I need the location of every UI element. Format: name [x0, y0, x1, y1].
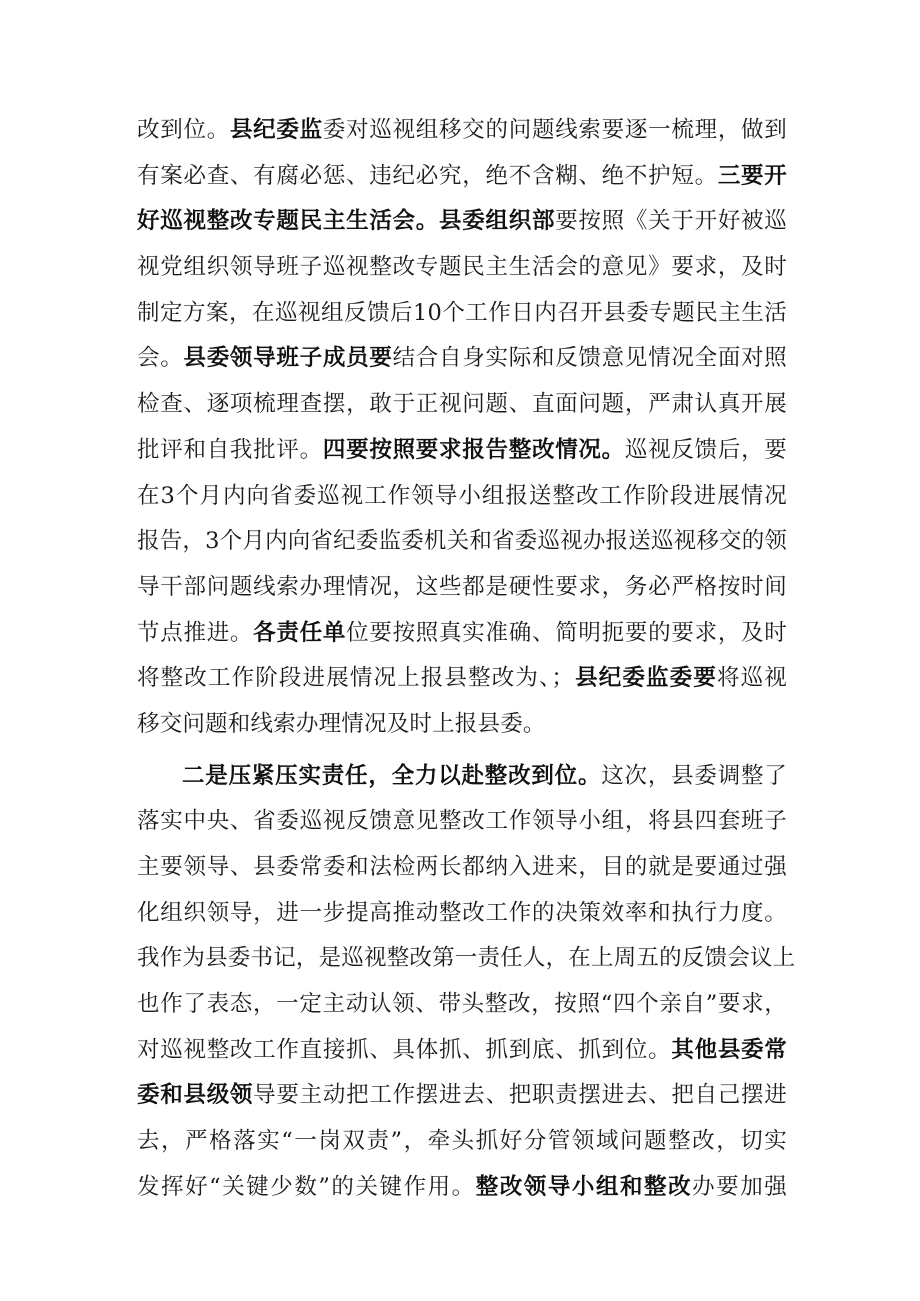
text-line: 移交问题和线索办理情况及时上报县委。 [137, 710, 546, 737]
text-line: 落实中央、省委巡视反馈意见整改工作领导小组，将县四套班子 [137, 808, 787, 835]
text-line: 检查、逐项梳理查摆，敢于正视问题、直面问题，严肃认真开展 [137, 391, 787, 418]
text-line: 节点推进。各责任单位要按照真实准确、简明扼要的要求，及时 [137, 619, 787, 646]
text-line: 我作为县委书记，是巡视整改第一责任人，在上周五的反馈会议上 [137, 945, 796, 972]
text-line: 发挥好“关键少数”的关键作用。整改领导小组和整改办要加强 [137, 1173, 787, 1200]
text-line: 也作了表态，一定主动认领、带头整改，按照“四个亲自”要求， [137, 991, 787, 1018]
text-line: 委和县级领导要主动把工作摆进去、把职责摆进去、把自己摆进 [137, 1082, 787, 1109]
text-line: 将整改工作阶段进展情况上报县整改为、；县纪委监委要将巡视 [137, 665, 787, 692]
text-line: 好巡视整改专题民主生活会。县委组织部要按照《关于开好被巡 [137, 208, 787, 235]
text-line: 有案必查、有腐必惩、违纪必究，绝不含糊、绝不护短。三要开 [137, 162, 787, 189]
text-line: 视党组织领导班子巡视整改专题民主生活会的意见》要求，及时 [137, 254, 787, 281]
text-line: 二是压紧压实责任，全力以赴整改到位。这次，县委调整了 [182, 762, 787, 789]
document-page [137, 108, 796, 1211]
text-line: 报告，3个月内向省纪委监委机关和省委巡视办报送巡视移交的领 [137, 528, 788, 555]
text-line: 导干部问题线索办理情况，这些都是硬性要求，务必严格按时间 [137, 573, 787, 600]
text-line: 会。县委领导班子成员要结合自身实际和反馈意见情况全面对照 [137, 345, 787, 372]
text-line: 在3个月内向省委巡视工作领导小组报送整改工作阶段进展情况 [137, 482, 787, 509]
text-line: 去，严格落实“一岗双责”，牵头抓好分管领域问题整改，切实 [137, 1128, 787, 1155]
text-line: 改到位。县纪委监委对巡视组移交的问题线索要逐一梳理，做到 [137, 117, 787, 143]
text-line: 对巡视整改工作直接抓、具体抓、抓到底、抓到位。其他县委常 [137, 1036, 787, 1063]
text-line: 主要领导、县委常委和法检两长都纳入进来，目的就是要通过强 [137, 854, 787, 880]
text-line: 批评和自我批评。四要按照要求报告整改情况。巡视反馈后，要 [137, 436, 788, 463]
text-line: 制定方案，在巡视组反馈后10个工作日内召开县委专题民主生活 [137, 299, 787, 326]
text-line: 化组织领导，进一步提高推动整改工作的决策效率和执行力度。 [137, 899, 787, 926]
